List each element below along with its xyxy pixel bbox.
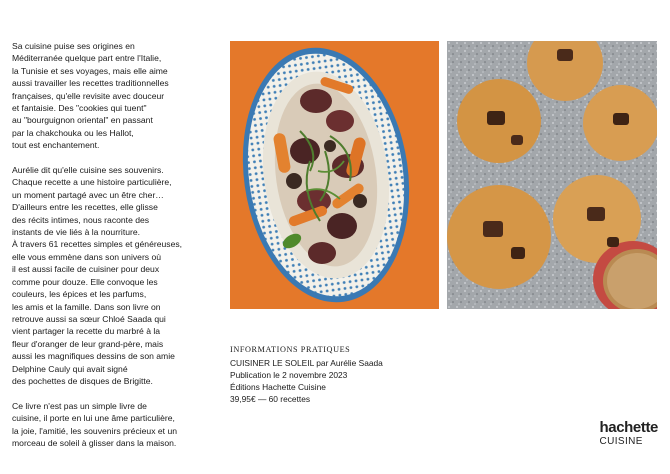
cookies-photo [447,41,657,309]
paragraph-origins: Sa cuisine puise ses origines en Méditerranée quelque part entre l'Italie, la Tunisie et ses voyages, mais elle aime aussi travailler les recettes traditionnelles françaises, qu'elle revisite avec douceur et fantaisie. Des "cookies qui tuent" au "bourguignon oriental" en passant par la chakchouka ou les Hallot, tout est enchantement. [12,41,169,151]
article-text [12,40,212,462]
stew-platter-illustration [230,41,439,309]
practical-info [230,344,383,405]
paragraph-memories: Aurélie dit qu'elle cuisine ses souvenirs. Chaque recette a une histoire particulière, un moment partagé avec un être cher… D'ailleurs entre les recettes, elle glisse des récits intimes, nous raconte des instants de vie liés à la nourriture. À travers 61 recettes simples et généreuses, elle vous emmène dans son univers où il est aussi facile de cuisiner pour deux comme pour douze. Elle convoque les couleurs, les épices et les parfums, les amis et la famille. Dans son livre on retrouve aussi sa sœur Chloé Saada qui vient partager la recette du marbré à la fleur d'oranger de leur grand-père, mais aussi les magnifiques dessins de son amie Delphine Cauly qui avait signé des pochettes de disques de Brigitte. [12,165,183,386]
publisher: Éditions Hachette Cuisine [230,382,326,392]
logo-line-cuisine: CUISINE [599,436,643,447]
price-recipes: 39,95€ — 60 recettes [230,394,311,404]
publication-date: Publication le 2 novembre 2023 [230,370,348,380]
info-heading: INFORMATIONS PRATIQUES [230,345,351,354]
stew-platter-photo [230,41,439,309]
paragraph-conclusion: Ce livre n'est pas un simple livre de cuisine, il porte en lui une âme particulière, la joie, l'amitié, les souvenirs précieux et un morceau de soleil à glisser dans la maison. [12,400,178,448]
book-title-author: CUISINER LE SOLEIL par Aurélie Saada [230,358,383,368]
hachette-cuisine-logo [600,420,659,447]
logo-line-hachette: hachette [599,419,658,436]
cookies-illustration [447,41,657,309]
